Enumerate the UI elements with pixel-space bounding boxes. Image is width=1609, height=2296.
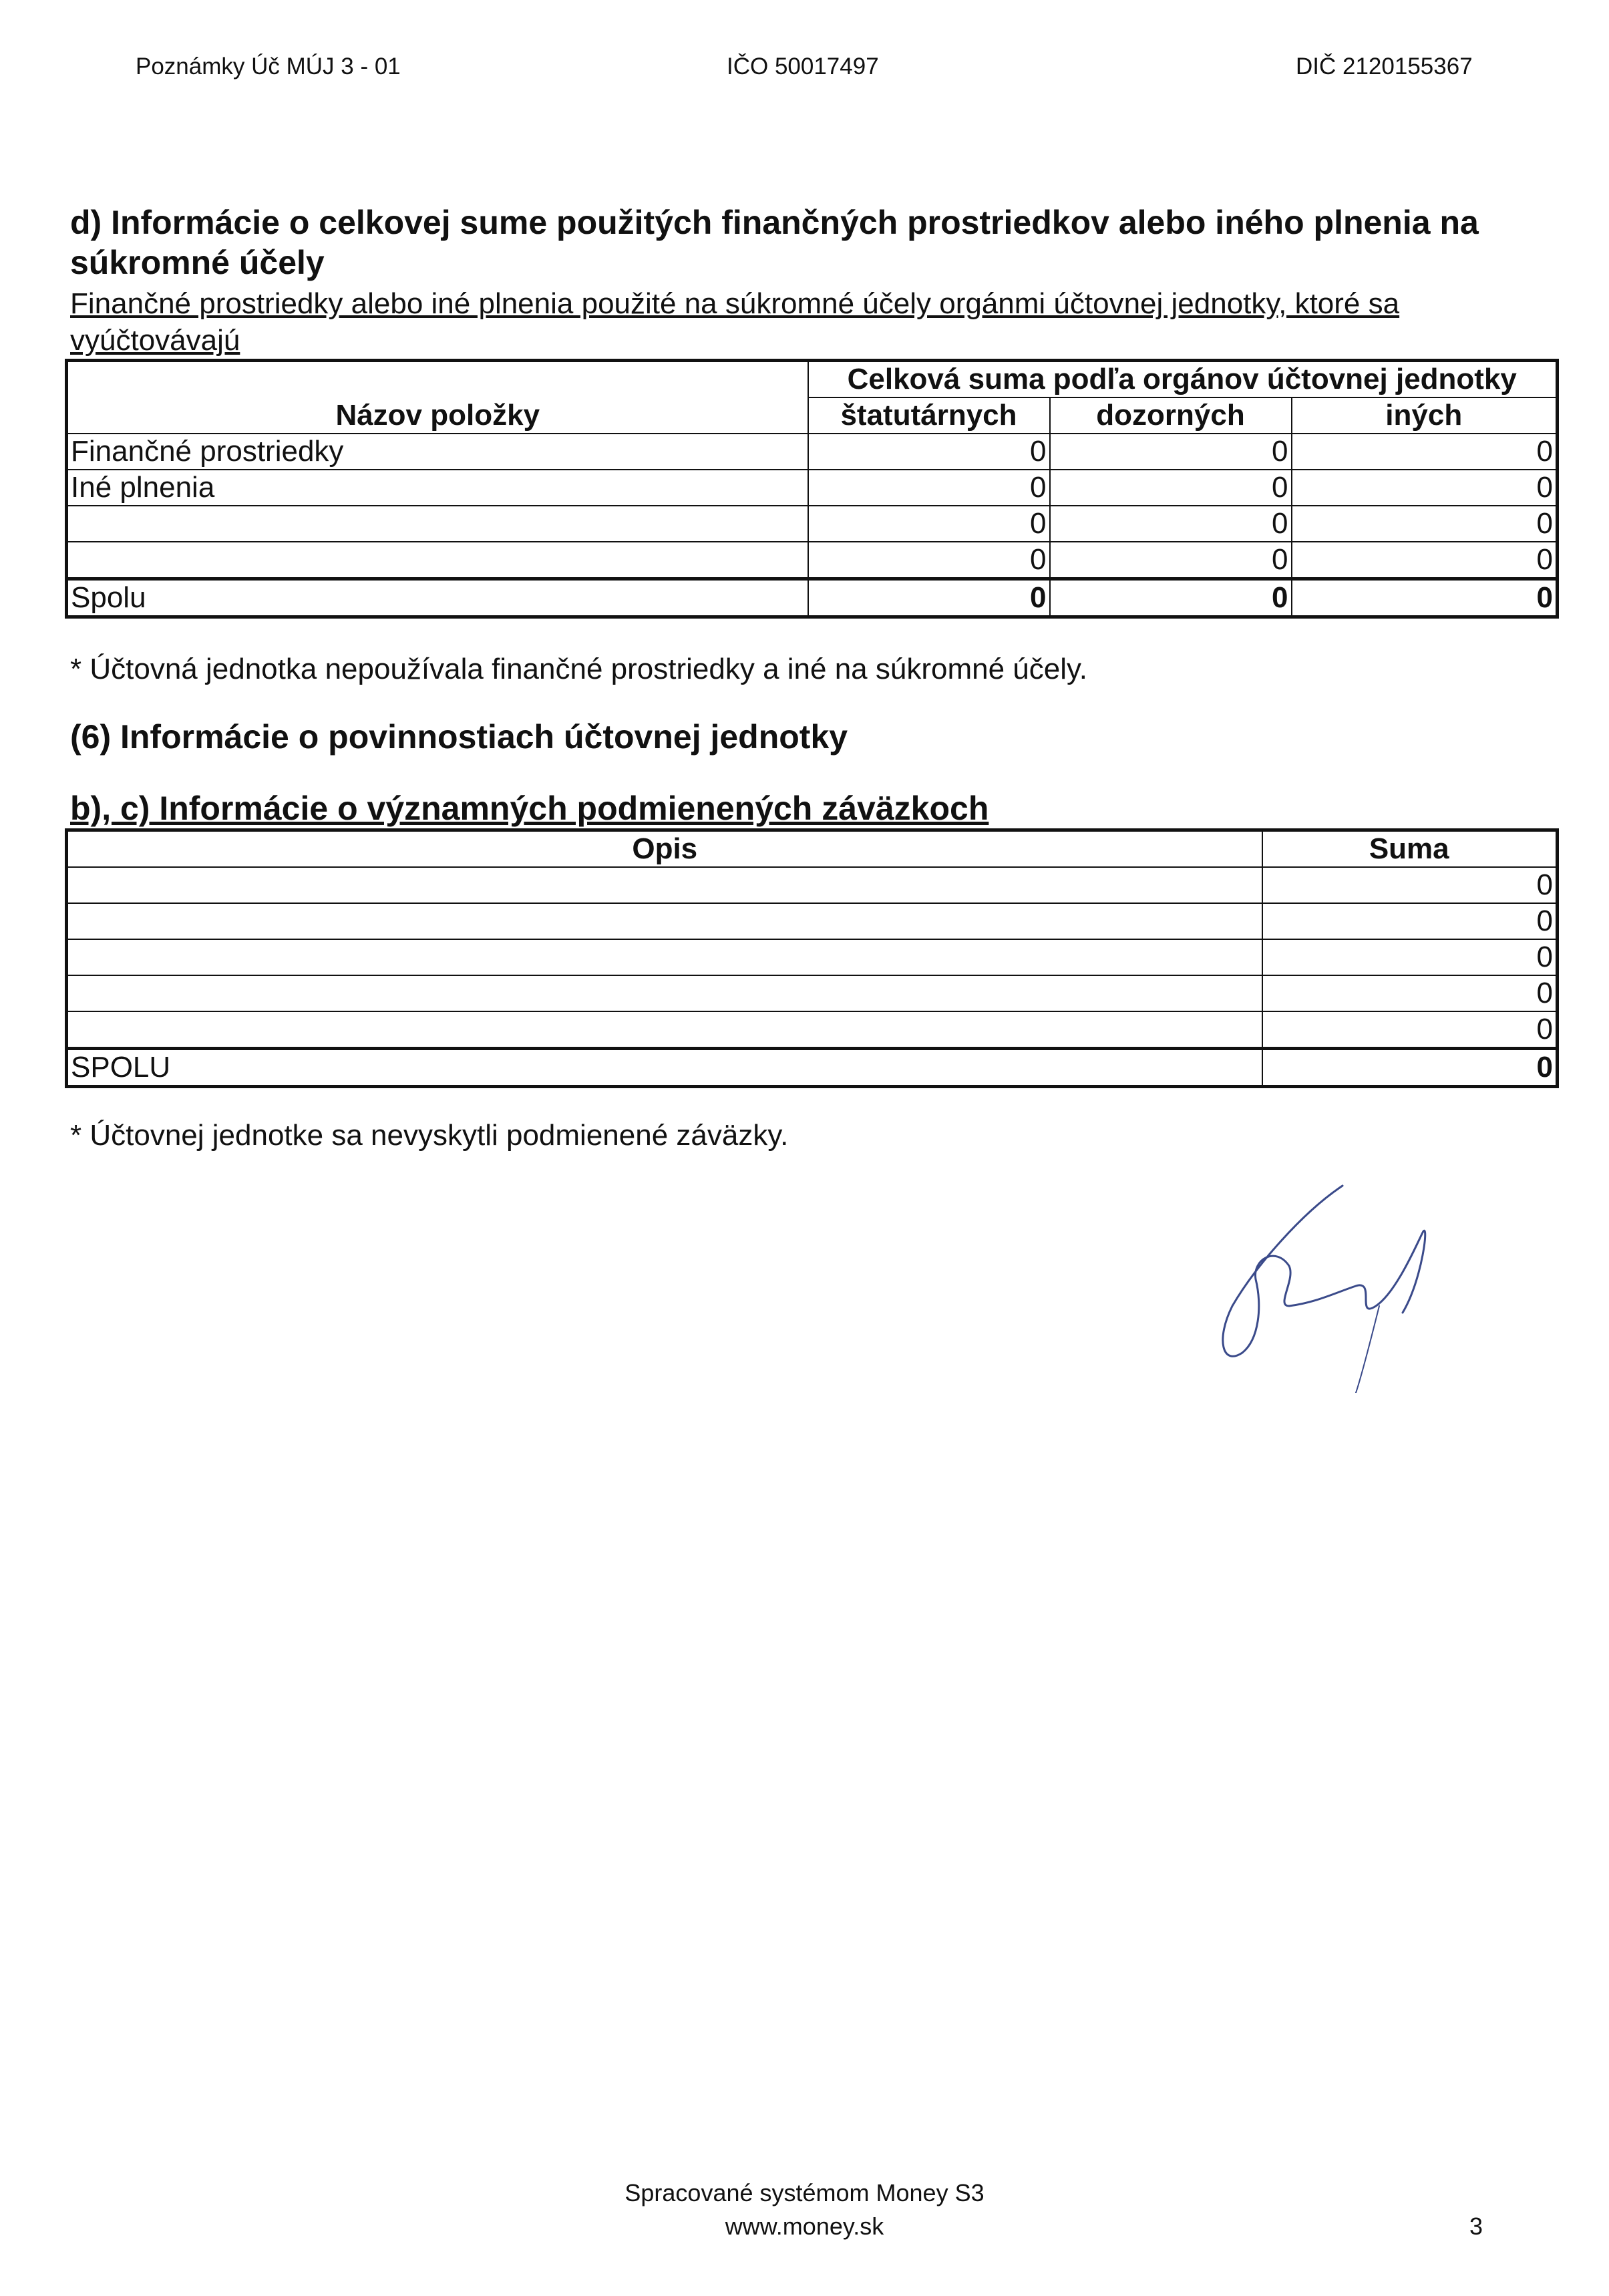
row-sum: 0 [1262,867,1558,903]
total-label: SPOLU [67,1049,1262,1087]
row-other: 0 [1292,506,1558,542]
handwritten-signature [1202,1172,1469,1393]
total-statutory: 0 [808,579,1050,617]
total-sum: 0 [1262,1049,1558,1087]
total-supervisory: 0 [1050,579,1292,617]
row-other: 0 [1292,470,1558,506]
section-d-subtitle: Finančné prostriedky alebo iné plnenia použité na súkromné účely orgánmi účtovnej jednotky, ktoré sa vyúčtovávajú [70,287,1400,357]
total-label: Spolu [67,579,808,617]
header-ico: IČO 50017497 [727,53,879,79]
table-header-row [67,830,1558,868]
section-d-title: d) Informácie o celkovej sume použitých finančných prostriedkov alebo iného plnenia na súkromné účely [70,204,1479,281]
section-d-note: * Účtovná jednotka nepoužívala finančné prostriedky a iné na súkromné účely. [70,653,1087,685]
table-row [67,506,1558,542]
footer-software: Spracované systémom Money S3 [624,2179,985,2206]
row-other: 0 [1292,542,1558,579]
total-row [67,1049,1558,1087]
group-header: Celková suma podľa orgánov účtovnej jednotky [808,361,1558,398]
row-sum: 0 [1262,903,1558,939]
row-supervisory: 0 [1050,470,1292,506]
row-name [67,506,808,542]
table-row [67,470,1558,506]
row-desc [67,939,1262,975]
contingent-liabilities-table [65,828,1559,1088]
total-other: 0 [1292,579,1558,617]
table-header-row [67,397,1558,434]
col-statutory-header: štatutárnych [808,397,1050,434]
header-empty-cell [67,361,808,398]
section-bc-title: b), c) Informácie o významných podmienených záväzkoch [70,790,989,827]
row-statutory: 0 [808,470,1050,506]
row-name: Iné plnenia [67,470,808,506]
row-statutory: 0 [808,542,1050,579]
col-supervisory-header: dozorných [1050,397,1292,434]
table-row [67,1011,1558,1049]
row-desc [67,903,1262,939]
header-left: Poznámky Úč MÚJ 3 - 01 [136,53,401,79]
row-desc [67,867,1262,903]
table-row [67,903,1558,939]
page-number: 3 [1469,2212,1483,2240]
col-sum-header: Suma [1262,830,1558,868]
table-row [67,975,1558,1011]
row-sum: 0 [1262,975,1558,1011]
row-supervisory: 0 [1050,434,1292,470]
table-row [67,939,1558,975]
table-row [67,434,1558,470]
row-supervisory: 0 [1050,542,1292,579]
table-header-row [67,361,1558,398]
col-name-header: Názov položky [67,397,808,434]
col-desc-header: Opis [67,830,1262,868]
row-sum: 0 [1262,1011,1558,1049]
table-row [67,867,1558,903]
section-6-title: (6) Informácie o povinnostiach účtovnej jednotky [70,718,848,756]
header-dic: DIČ 2120155367 [1296,53,1473,79]
total-row [67,579,1558,617]
row-desc [67,1011,1262,1049]
row-sum: 0 [1262,939,1558,975]
row-supervisory: 0 [1050,506,1292,542]
section-bc-note: * Účtovnej jednotke sa nevyskytli podmienené záväzky. [70,1119,789,1152]
row-name: Finančné prostriedky [67,434,808,470]
row-desc [67,975,1262,1011]
table-row [67,542,1558,579]
row-other: 0 [1292,434,1558,470]
row-statutory: 0 [808,434,1050,470]
row-statutory: 0 [808,506,1050,542]
footer-url: www.money.sk [725,2212,884,2240]
col-other-header: iných [1292,397,1558,434]
private-use-table [65,359,1559,619]
row-name [67,542,808,579]
